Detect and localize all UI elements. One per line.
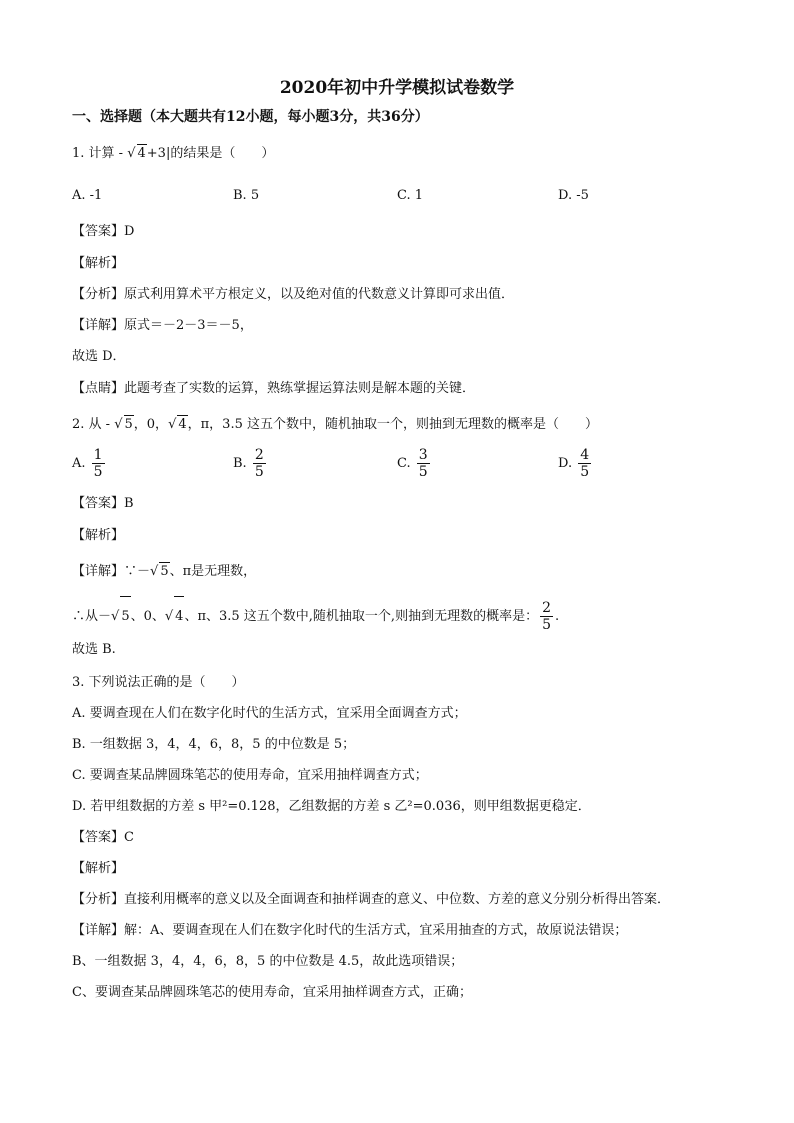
q1-stem-post: +3|的结果是（ ） — [146, 146, 275, 161]
radical-sign-icon: √ — [168, 417, 177, 432]
fraction-denominator: 5 — [580, 464, 590, 480]
q2-detail-sqrt: 5 — [160, 564, 169, 579]
q3-answer: 【答案】C — [72, 830, 134, 845]
q1-answer: 【答案】D — [72, 224, 135, 239]
q2-stem-c: ，π，3.5 这五个数中，随机抽取一个，则抽到无理数的概率是（ ） — [187, 417, 598, 432]
q2-option-a-label: A. — [72, 456, 86, 471]
radical-sign-icon: √ — [127, 146, 136, 161]
q3-stem: 3. 下列说法正确的是（ ） — [72, 675, 245, 690]
q3-option-b: B. 一组数据 3，4，4，6，8，5 的中位数是 5； — [72, 737, 356, 752]
q2-jiexi: 【解析】 — [72, 528, 125, 543]
q2-sqrt2: 4 — [178, 417, 187, 432]
q2-therefore-sqrt1: 5 — [120, 596, 130, 637]
q1-option-d: D. -5 — [558, 188, 589, 203]
radical-sign-icon: √ — [111, 609, 120, 624]
q2-therefore-b: 、0、 — [130, 609, 165, 624]
q1-sqrt-arg: 4 — [137, 146, 146, 161]
fraction-numerator: 1 — [93, 447, 103, 463]
q2-option-a — [72, 447, 107, 480]
radical-sign-icon: √ — [164, 609, 174, 624]
q2-therefore-c: 、π、3.5 这五个数中,随机抽取一个,则抽到无理数的概率是： — [184, 609, 539, 624]
q2-option-c — [397, 447, 432, 480]
q3-analysis: 【分析】直接利用概率的意义以及全面调查和抽样调查的意义、中位数、方差的意义分别分析得出答案． — [72, 892, 671, 907]
q1-choose: 故选 D． — [72, 349, 126, 364]
q2-sqrt1: 5 — [124, 417, 133, 432]
q2-detail-b: 、π是无理数， — [169, 564, 257, 579]
q3-detail: 【详解】解：A、要调查现在人们在数字化时代的生活方式，宜采用抽查的方式，故原说法错误； — [72, 923, 628, 938]
q1-option-b: B. 5 — [233, 188, 260, 203]
q1-stem — [72, 144, 274, 163]
fraction-numerator: 3 — [418, 447, 428, 463]
radical-sign-icon: √ — [114, 417, 123, 432]
fraction-numerator: 2 — [254, 447, 264, 463]
q2-detail — [72, 562, 256, 581]
q2-therefore-end: . — [555, 609, 560, 624]
q1-comment: 【点睛】此题考查了实数的运算，熟练掌握运算法则是解本题的关键． — [72, 381, 476, 396]
q2-detail-a: 【详解】∵－ — [72, 564, 151, 579]
q2-therefore-a: ∴从－ — [72, 609, 112, 624]
q2-stem — [72, 415, 598, 434]
q2-option-d — [558, 447, 593, 480]
q2-answer: 【答案】B — [72, 496, 134, 511]
section-heading: 一、选择题（本大题共有12小题，每小题3分，共36分） — [72, 109, 429, 125]
q1-jiexi: 【解析】 — [72, 256, 125, 271]
fraction-denominator: 5 — [254, 464, 264, 480]
fraction — [578, 447, 591, 480]
q3-line-c: C、要调查某品牌圆珠笔芯的使用寿命，宜采用抽样调查方式，正确； — [72, 985, 472, 1000]
page-title: 2020年初中升学模拟试卷数学 — [279, 78, 515, 98]
fraction-denominator: 5 — [93, 464, 103, 480]
q2-option-b-label: B. — [233, 456, 247, 471]
q1-detail: 【详解】原式＝－2－3＝－5， — [72, 318, 253, 333]
fraction — [540, 600, 553, 633]
q3-line-b: B、一组数据 3，4，4，6，8，5 的中位数是 4.5，故此选项错误； — [72, 954, 464, 969]
fraction-denominator: 5 — [542, 617, 551, 633]
q3-option-c: C. 要调查某品牌圆珠笔芯的使用寿命，宜采用抽样调查方式； — [72, 768, 428, 783]
q1-option-a: A. -1 — [72, 188, 103, 203]
radical-sign-icon: √ — [150, 564, 159, 579]
q2-option-b — [233, 447, 268, 480]
q2-therefore-sqrt2: 4 — [174, 596, 184, 637]
fraction — [253, 447, 266, 480]
fraction — [417, 447, 430, 480]
q2-choose: 故选 B. — [72, 642, 116, 657]
fraction-numerator: 2 — [542, 600, 551, 616]
q2-stem-b: ，0， — [133, 417, 169, 432]
q2-stem-a: 2. 从 - — [72, 417, 115, 432]
fraction-numerator: 4 — [580, 447, 590, 463]
q2-therefore — [72, 596, 559, 637]
q3-jiexi: 【解析】 — [72, 861, 125, 876]
q1-stem-pre: 1. 计算 - — [72, 146, 128, 161]
q1-option-c: C. 1 — [397, 188, 424, 203]
fraction-denominator: 5 — [418, 464, 428, 480]
q2-option-d-label: D. — [558, 456, 573, 471]
q1-analysis: 【分析】原式利用算术平方根定义，以及绝对值的代数意义计算即可求出值． — [72, 287, 515, 302]
q2-option-c-label: C. — [397, 456, 411, 471]
fraction — [92, 447, 105, 480]
q3-option-a: A. 要调查现在人们在数字化时代的生活方式，宜采用全面调查方式； — [72, 706, 467, 721]
q3-option-d: D. 若甲组数据的方差 s 甲²=0.128，乙组数据的方差 s 乙²=0.036，则甲组数据更稳定． — [72, 799, 591, 814]
